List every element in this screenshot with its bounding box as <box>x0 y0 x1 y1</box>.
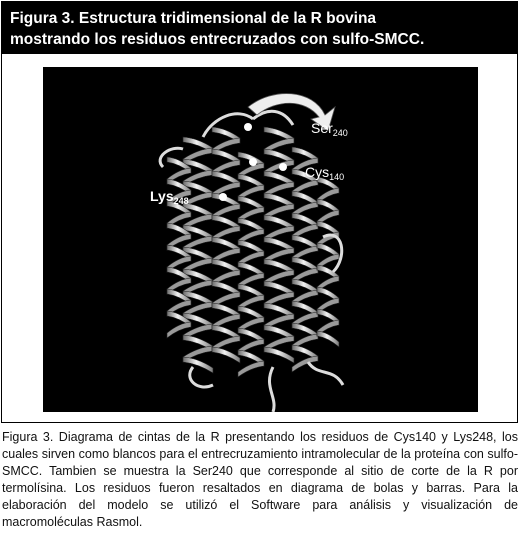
helix-2 <box>212 127 240 363</box>
protein-ribbon-image <box>43 67 478 412</box>
figure-caption: Figura 3. Diagrama de cintas de la R presentando los residuos de Cys140 y Lys248, los cuales sirven como blancos para el entrecruzamiento intramolecular de la proteína con sulfo-SMCC. Tambien se muestra la Ser240 que corresponde al sitio de corte de la R por termolísina. Los residuos fueron resaltados en diagrama de bolas y barras. Para la elaboración del modelo se utilizó el Software para análisis y visualización de macromoléculas Rasmol. <box>2 430 518 529</box>
figure-box <box>1 1 518 423</box>
residue-ball-2 <box>249 158 257 166</box>
residue-ball-1 <box>244 123 252 131</box>
lys248-label: Lys$_{248}$ <box>150 188 189 206</box>
cys140-label: Cys$_{140}$ <box>305 164 345 182</box>
ser240-label: Ser$_{240}$ <box>311 120 348 138</box>
residue-ball-4 <box>279 163 287 171</box>
figure-title-line-1: Figura 3. Estructura tridimensional de la R bovina <box>10 10 377 27</box>
loop-5 <box>308 362 343 385</box>
loop-4 <box>269 367 274 412</box>
ribbon-diagram <box>43 67 478 412</box>
helix-7 <box>317 177 339 347</box>
figure-title-line-2: mostrando los residuos entrecruzados con sulfo-SMCC. <box>10 31 425 48</box>
helix-3 <box>238 152 264 377</box>
residue-ball-3 <box>219 193 227 201</box>
figure-title <box>2 2 517 54</box>
helix-4 <box>264 127 294 363</box>
